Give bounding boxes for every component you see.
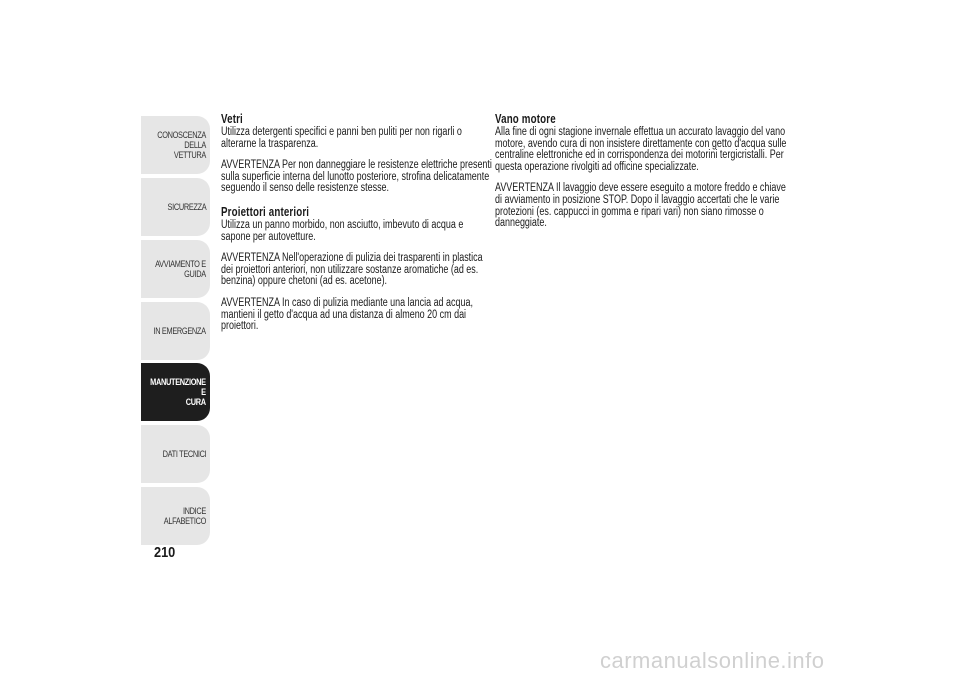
section-title-vetri: Vetri — [221, 112, 243, 126]
tab-dati-tecnici[interactable] — [141, 425, 210, 483]
paragraph: Alla fine di ogni stagione invernale effettua un accurato lavaggio del vano motore, avendo cura di non insistere direttamente con getto d'acqua sulle centraline elettroniche ed in corrispondenza dei motorini tergicristalli. Per questa operazione rivolgiti ad officine specializzate. — [495, 126, 787, 173]
watermark: carmanualsonline.info — [600, 648, 825, 673]
tab-label: MANUTENZIONE E CURA — [150, 377, 206, 407]
tab-label: DATI TECNICI — [162, 449, 206, 459]
tab-avviamento-e-guida[interactable] — [141, 240, 210, 298]
section-title-vano-motore: Vano motore — [495, 112, 556, 126]
tab-manutenzione-e-cura[interactable] — [141, 363, 210, 421]
warning-paragraph: AVVERTENZA Il lavaggio deve essere eseguito a motore freddo e chiave di avviamento in posizione STOP. Dopo il lavaggio accertati che le varie protezioni (es. cappucci in gomma e ripari vari) non siano rimosse o danneggiate. — [495, 182, 786, 230]
paragraph: Utilizza un panno morbido, non asciutto, imbevuto di acqua e sapone per autovetture. — [221, 218, 464, 243]
tab-indice-alfabetico[interactable] — [141, 487, 210, 545]
tab-label: INDICE ALFABETICO — [163, 506, 206, 526]
warning-paragraph: AVVERTENZA In caso di pulizia mediante una lancia ad acqua, mantieni il getto d'acqua ad una distanza di almeno 20 cm dai proiettori. — [221, 296, 473, 333]
tab-conoscenza-della-vettura[interactable] — [141, 116, 210, 174]
tab-label: SICUREZZA — [167, 202, 206, 212]
tab-in-emergenza[interactable] — [141, 302, 210, 360]
page-number: 210 — [154, 544, 176, 561]
tab-label: CONOSCENZA DELLA VETTURA — [157, 130, 206, 160]
warning-paragraph: AVVERTENZA Per non danneggiare le resistenze elettriche presenti sulla superficie interna del lunotto posteriore, strofina delicatamente seguendo il senso delle resistenze stesse. — [221, 159, 492, 195]
right-column — [495, 112, 840, 240]
section-title-proiettori: Proiettori anteriori — [221, 204, 310, 219]
tab-label: IN EMERGENZA — [153, 326, 206, 336]
tab-sicurezza[interactable] — [141, 178, 210, 236]
warning-paragraph: AVVERTENZA Nell'operazione di pulizia dei trasparenti in plastica dei proiettori anteriori, non utilizzare sostanze aromatiche (ad es. benzina) oppure chetoni (ad es. acetone). — [221, 252, 483, 288]
paragraph: Utilizza detergenti specifici e panni ben puliti per non rigarli o alterarne la trasparenza. — [221, 126, 462, 150]
tab-label: AVVIAMENTO E GUIDA — [155, 259, 206, 279]
